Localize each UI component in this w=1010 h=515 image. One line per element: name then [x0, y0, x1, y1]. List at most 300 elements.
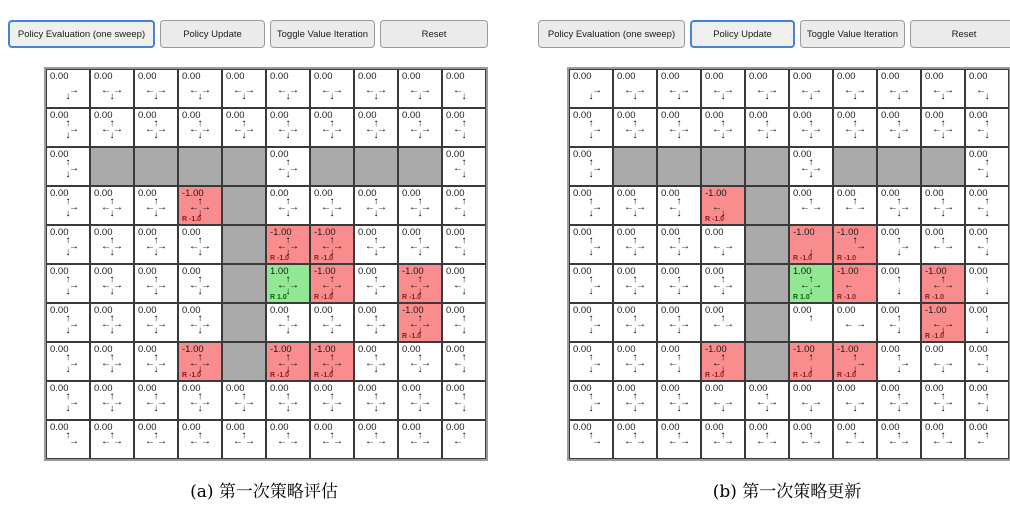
state-value: 0.00	[573, 383, 592, 394]
grid-cell-r0c7[interactable]	[877, 69, 921, 108]
grid-cell-r3c9[interactable]	[965, 186, 1009, 225]
arrow-down-icon: ↓	[65, 207, 71, 219]
arrow-down-icon: ↓	[417, 246, 423, 258]
state-value: 0.00	[358, 227, 377, 238]
grid-cell-r3c7[interactable]	[354, 186, 398, 225]
state-value: 0.00	[837, 305, 856, 316]
arrow-right-icon: →	[113, 279, 123, 291]
grid-cell-r9c7[interactable]	[354, 420, 398, 459]
grid-cell-r1c6[interactable]	[833, 108, 877, 147]
policy-arrows	[145, 312, 167, 336]
policy-update-button[interactable]: Policy Update	[160, 20, 265, 48]
arrow-down-icon: ↓	[896, 90, 902, 102]
arrow-up-icon: ↑	[65, 312, 71, 324]
grid-cell-r5c6[interactable]	[833, 264, 877, 303]
grid-cell-r1c6[interactable]	[310, 108, 354, 147]
arrow-right-icon: →	[856, 240, 866, 252]
reset-button[interactable]: Reset	[910, 20, 1010, 48]
grid-cell-r0c8[interactable]	[921, 69, 965, 108]
grid-cell-r4c5[interactable]	[266, 225, 310, 264]
grid-cell-r8c2[interactable]	[657, 381, 701, 420]
grid-cell-r9c0[interactable]	[46, 420, 90, 459]
grid-cell-r6c6[interactable]	[310, 303, 354, 342]
state-value: 0.00	[881, 71, 900, 82]
grid-cell-r3c1[interactable]	[613, 186, 657, 225]
grid-cell-r5c4	[222, 264, 266, 303]
grid-cell-r3c2[interactable]	[134, 186, 178, 225]
state-value: 0.00	[881, 110, 900, 121]
arrow-right-icon: →	[333, 318, 343, 330]
state-value: 0.00	[358, 305, 377, 316]
grid-cell-r4c9[interactable]	[442, 225, 486, 264]
grid-cell-r8c4[interactable]	[745, 381, 789, 420]
arrow-up-icon: ↑	[65, 273, 71, 285]
grid-cell-r0c2[interactable]	[657, 69, 701, 108]
state-value: 0.00	[705, 305, 724, 316]
grid-cell-r6c7[interactable]	[354, 303, 398, 342]
state-value: 0.00	[617, 227, 636, 238]
arrow-left-icon: ←	[932, 84, 942, 96]
grid-cell-r5c2[interactable]	[134, 264, 178, 303]
grid-cell-r3c3[interactable]	[701, 186, 745, 225]
policy-arrows	[624, 117, 646, 141]
grid-cell-r1c8[interactable]	[921, 108, 965, 147]
policy-arrows	[233, 390, 255, 414]
policy-arrows	[932, 117, 954, 141]
grid-cell-r7c9[interactable]	[442, 342, 486, 381]
state-value: 0.00	[793, 71, 812, 82]
policy-arrows	[844, 429, 866, 449]
grid-cell-r0c3[interactable]	[701, 69, 745, 108]
grid-cell-r5c5[interactable]	[266, 264, 310, 303]
grid-cell-r9c3[interactable]	[178, 420, 222, 459]
grid-cell-r8c3[interactable]	[701, 381, 745, 420]
grid-cell-r1c1[interactable]	[90, 108, 134, 147]
grid-cell-r1c2[interactable]	[657, 108, 701, 147]
arrow-up-icon: ↑	[373, 312, 379, 324]
policy-update-button[interactable]: Policy Update	[690, 20, 795, 48]
grid-cell-r1c4[interactable]	[745, 108, 789, 147]
grid-cell-r4c1[interactable]	[613, 225, 657, 264]
grid-cell-r8c8[interactable]	[921, 381, 965, 420]
grid-cell-r3c1[interactable]	[90, 186, 134, 225]
grid-cell-r9c9[interactable]	[442, 420, 486, 459]
policy-update-panel	[538, 20, 1010, 502]
grid-cell-r0c6[interactable]	[310, 69, 354, 108]
arrow-up-icon: ↑	[940, 117, 946, 129]
state-value: 0.00	[446, 344, 465, 355]
grid-cell-r3c5[interactable]	[266, 186, 310, 225]
grid-cell-r3c3[interactable]	[178, 186, 222, 225]
grid-cell-r5c1[interactable]	[90, 264, 134, 303]
grid-cell-r1c9[interactable]	[442, 108, 486, 147]
arrow-left-icon: ←	[365, 201, 375, 213]
reward-label: R -1.0	[270, 372, 290, 379]
grid-cell-r3c6[interactable]	[310, 186, 354, 225]
grid-cell-r0c9[interactable]	[965, 69, 1009, 108]
grid-cell-r9c9[interactable]	[965, 420, 1009, 459]
grid-cell-r7c0[interactable]	[46, 342, 90, 381]
grid-cell-r0c8[interactable]	[398, 69, 442, 108]
toolbar	[8, 20, 488, 48]
grid-cell-r9c1[interactable]	[613, 420, 657, 459]
grid-cell-r5c3[interactable]	[178, 264, 222, 303]
grid-cell-r0c4[interactable]	[222, 69, 266, 108]
grid-cell-r3c9[interactable]	[442, 186, 486, 225]
arrow-left-icon: ←	[321, 357, 331, 369]
grid-cell-r6c9[interactable]	[965, 303, 1009, 342]
grid-cell-r5c8[interactable]	[921, 264, 965, 303]
arrow-right-icon: →	[113, 201, 123, 213]
policy-arrows	[453, 195, 471, 219]
grid-cell-r6c8[interactable]	[398, 303, 442, 342]
grid-cell-r6c8[interactable]	[921, 303, 965, 342]
arrow-down-icon: ↓	[109, 129, 115, 141]
grid-cell-r8c6[interactable]	[833, 381, 877, 420]
grid-cell-r7c5[interactable]	[789, 342, 833, 381]
grid-cell-r8c9[interactable]	[965, 381, 1009, 420]
grid-cell-r8c8[interactable]	[398, 381, 442, 420]
arrow-up-icon: ↑	[588, 195, 594, 207]
arrow-right-icon: →	[157, 318, 167, 330]
grid-cell-r2c9[interactable]	[442, 147, 486, 186]
arrow-up-icon: ↑	[329, 351, 335, 363]
grid-cell-r9c8[interactable]	[921, 420, 965, 459]
state-value: 0.00	[270, 149, 289, 160]
grid-cell-r0c7[interactable]	[354, 69, 398, 108]
grid-cell-r7c6[interactable]	[310, 342, 354, 381]
grid-cell-r8c0[interactable]	[46, 381, 90, 420]
grid-cell-r6c0[interactable]	[46, 303, 90, 342]
grid-cell-r9c1[interactable]	[90, 420, 134, 459]
arrow-up-icon: ↑	[285, 273, 291, 285]
state-value: 0.00	[270, 305, 289, 316]
grid-cell-r0c5[interactable]	[789, 69, 833, 108]
policy-arrows	[365, 312, 387, 336]
arrow-left-icon: ←	[409, 435, 419, 447]
grid-cell-r8c1[interactable]	[613, 381, 657, 420]
grid-cell-r5c2[interactable]	[657, 264, 701, 303]
grid-cell-r5c7[interactable]	[354, 264, 398, 303]
grid-cell-r7c2[interactable]	[134, 342, 178, 381]
grid-cell-r8c5[interactable]	[266, 381, 310, 420]
toggle-value-iteration-button[interactable]: Toggle Value Iteration	[800, 20, 905, 48]
grid-cell-r2c0[interactable]	[46, 147, 90, 186]
grid-cell-r4c0[interactable]	[46, 225, 90, 264]
grid-cell-r6c5[interactable]	[789, 303, 833, 342]
grid-cell-r1c9[interactable]	[965, 108, 1009, 147]
grid-cell-r1c2[interactable]	[134, 108, 178, 147]
arrow-right-icon: →	[421, 123, 431, 135]
grid-cell-r5c5[interactable]	[789, 264, 833, 303]
grid-cell-r4c2[interactable]	[134, 225, 178, 264]
grid-cell-r0c6[interactable]	[833, 69, 877, 108]
grid-cell-r5c9[interactable]	[442, 264, 486, 303]
arrow-up-icon: ↑	[632, 312, 638, 324]
policy-arrows	[888, 312, 906, 336]
grid-cell-r3c0[interactable]	[46, 186, 90, 225]
state-value: 0.00	[94, 422, 113, 433]
arrow-down-icon: ↓	[764, 402, 770, 414]
grid-cell-r1c5[interactable]	[789, 108, 833, 147]
policy-arrows	[409, 429, 431, 449]
grid-cell-r9c4[interactable]	[222, 420, 266, 459]
grid-cell-r8c3[interactable]	[178, 381, 222, 420]
grid-cell-r0c5[interactable]	[266, 69, 310, 108]
grid-cell-r1c3[interactable]	[701, 108, 745, 147]
arrow-down-icon: ↓	[720, 402, 726, 414]
arrow-left-icon: ←	[321, 279, 331, 291]
grid-cell-r4c6[interactable]	[310, 225, 354, 264]
grid-cell-r4c3[interactable]	[178, 225, 222, 264]
policy-arrows	[101, 429, 123, 449]
grid-cell-r8c6[interactable]	[310, 381, 354, 420]
grid-cell-r7c7[interactable]	[877, 342, 921, 381]
grid-cell-r2c9[interactable]	[965, 147, 1009, 186]
arrow-left-icon: ←	[101, 123, 111, 135]
grid-cell-r7c9[interactable]	[965, 342, 1009, 381]
grid-cell-r3c7[interactable]	[877, 186, 921, 225]
toolbar	[538, 20, 1010, 48]
grid-cell-r0c2[interactable]	[134, 69, 178, 108]
grid-cell-r9c6[interactable]	[833, 420, 877, 459]
state-value: 0.00	[446, 383, 465, 394]
grid-cell-r5c1[interactable]	[613, 264, 657, 303]
grid-cell-r7c5[interactable]	[266, 342, 310, 381]
grid-cell-r0c0[interactable]	[569, 69, 613, 108]
grid-cell-r5c6[interactable]	[310, 264, 354, 303]
grid-cell-r0c9[interactable]	[442, 69, 486, 108]
grid-cell-r6c6[interactable]	[833, 303, 877, 342]
grid-cell-r8c9[interactable]	[442, 381, 486, 420]
arrow-left-icon: ←	[453, 279, 463, 291]
grid-cell-r6c7[interactable]	[877, 303, 921, 342]
arrow-right-icon: →	[69, 123, 79, 135]
state-value: 0.00	[138, 422, 157, 433]
arrow-left-icon: ←	[277, 201, 287, 213]
grid-cell-r8c2[interactable]	[134, 381, 178, 420]
grid-cell-r8c7[interactable]	[877, 381, 921, 420]
grid-cell-r9c8[interactable]	[398, 420, 442, 459]
arrow-left-icon: ←	[624, 279, 634, 291]
grid-cell-r4c5[interactable]	[789, 225, 833, 264]
arrow-left-icon: ←	[844, 279, 854, 291]
grid-cell-r4c7[interactable]	[354, 225, 398, 264]
grid-cell-r4c3[interactable]	[701, 225, 745, 264]
grid-cell-r8c0[interactable]	[569, 381, 613, 420]
arrow-right-icon: →	[680, 435, 690, 447]
grid-cell-r8c4[interactable]	[222, 381, 266, 420]
arrow-left-icon: ←	[365, 435, 375, 447]
grid-cell-r8c5[interactable]	[789, 381, 833, 420]
arrow-down-icon: ↓	[109, 324, 115, 336]
arrow-left-icon: ←	[409, 240, 419, 252]
grid-cell-r6c3[interactable]	[701, 303, 745, 342]
grid-cell-r1c4[interactable]	[222, 108, 266, 147]
grid-cell-r7c8[interactable]	[921, 342, 965, 381]
arrow-up-icon: ↑	[417, 390, 423, 402]
grid-cell-r4c7[interactable]	[877, 225, 921, 264]
grid-cell-r7c6[interactable]	[833, 342, 877, 381]
grid-cell-r4c8[interactable]	[921, 225, 965, 264]
grid-cell-r9c7[interactable]	[877, 420, 921, 459]
arrow-left-icon: ←	[668, 318, 678, 330]
grid-cell-r6c2[interactable]	[657, 303, 701, 342]
grid-cell-r4c8[interactable]	[398, 225, 442, 264]
state-value: 0.00	[138, 188, 157, 199]
state-value: 0.00	[969, 227, 988, 238]
grid-cell-r3c8[interactable]	[398, 186, 442, 225]
arrow-right-icon: →	[157, 240, 167, 252]
grid-cell-r1c1[interactable]	[613, 108, 657, 147]
policy-arrows	[365, 84, 387, 102]
grid-cell-r3c8[interactable]	[921, 186, 965, 225]
grid-cell-r7c7[interactable]	[354, 342, 398, 381]
grid-cell-r7c3[interactable]	[178, 342, 222, 381]
grid-cell-r6c1[interactable]	[90, 303, 134, 342]
arrow-right-icon: →	[944, 201, 954, 213]
state-value: 0.00	[50, 305, 69, 316]
grid-cell-r0c4[interactable]	[745, 69, 789, 108]
arrow-up-icon: ↑	[632, 390, 638, 402]
arrow-left-icon: ←	[453, 357, 463, 369]
policy-arrows	[888, 390, 910, 414]
state-value: 0.00	[969, 422, 988, 433]
grid-cell-r1c5[interactable]	[266, 108, 310, 147]
grid-cell-r5c8[interactable]	[398, 264, 442, 303]
grid-cell-r3c0[interactable]	[569, 186, 613, 225]
state-value: 0.00	[617, 188, 636, 199]
grid-cell-r7c8[interactable]	[398, 342, 442, 381]
grid-cell-r7c3[interactable]	[701, 342, 745, 381]
state-value: 0.00	[793, 188, 812, 199]
grid-cell-r9c5[interactable]	[789, 420, 833, 459]
arrow-up-icon: ↑	[153, 351, 159, 363]
grid-cell-r9c2[interactable]	[134, 420, 178, 459]
arrow-up-icon: ↑	[241, 390, 247, 402]
grid-cell-r9c2[interactable]	[657, 420, 701, 459]
policy-arrows	[277, 156, 299, 180]
arrow-right-icon: →	[157, 435, 167, 447]
arrow-down-icon: ↓	[632, 285, 638, 297]
arrow-up-icon: ↑	[984, 312, 990, 324]
grid-cell-r2c5[interactable]	[789, 147, 833, 186]
grid-cell-r3c5[interactable]	[789, 186, 833, 225]
grid-cell-r9c5[interactable]	[266, 420, 310, 459]
grid-cell-r6c9[interactable]	[442, 303, 486, 342]
arrow-left-icon: ←	[976, 162, 986, 174]
grid-cell-r8c7[interactable]	[354, 381, 398, 420]
arrow-down-icon: ↓	[285, 402, 291, 414]
state-value: 0.00	[50, 149, 69, 160]
grid-cell-r4c2[interactable]	[657, 225, 701, 264]
grid-cell-r4c0[interactable]	[569, 225, 613, 264]
grid-cell-r9c0[interactable]	[569, 420, 613, 459]
arrow-left-icon: ←	[712, 123, 722, 135]
arrow-up-icon: ↑	[984, 195, 990, 207]
reward-label: R -1.0	[793, 255, 813, 262]
arrow-down-icon: ↓	[461, 246, 467, 258]
arrow-up-icon: ↑	[896, 195, 902, 207]
reset-button[interactable]: Reset	[380, 20, 488, 48]
grid-cell-r0c1[interactable]	[90, 69, 134, 108]
grid-cell-r1c8[interactable]	[398, 108, 442, 147]
policy-evaluation-button[interactable]: Policy Evaluation (one sweep)	[8, 20, 155, 48]
grid-cell-r1c0[interactable]	[46, 108, 90, 147]
policy-arrows	[189, 84, 211, 102]
policy-arrows	[321, 234, 343, 258]
grid-cell-r4c6[interactable]	[833, 225, 877, 264]
arrow-down-icon: ↓	[808, 129, 814, 141]
grid-cell-r6c2[interactable]	[134, 303, 178, 342]
state-value: 0.00	[969, 383, 988, 394]
policy-arrows	[453, 390, 471, 414]
grid-cell-r5c0[interactable]	[46, 264, 90, 303]
policy-arrows	[756, 390, 778, 414]
grid-cell-r1c3[interactable]	[178, 108, 222, 147]
grid-cell-r6c0[interactable]	[569, 303, 613, 342]
arrow-up-icon: ↑	[896, 117, 902, 129]
grid-cell-r6c5[interactable]	[266, 303, 310, 342]
arrow-up-icon: ↑	[461, 390, 467, 402]
grid-cell-r1c7[interactable]	[877, 108, 921, 147]
grid-cell-r4c1[interactable]	[90, 225, 134, 264]
grid-cell-r0c3[interactable]	[178, 69, 222, 108]
grid-cell-r7c2[interactable]	[657, 342, 701, 381]
grid-cell-r0c1[interactable]	[613, 69, 657, 108]
policy-evaluation-button[interactable]: Policy Evaluation (one sweep)	[538, 20, 685, 48]
arrow-up-icon: ↑	[676, 390, 682, 402]
grid-cell-r5c9[interactable]	[965, 264, 1009, 303]
arrow-left-icon: ←	[145, 123, 155, 135]
arrow-down-icon: ↓	[153, 207, 159, 219]
arrow-left-icon: ←	[277, 240, 287, 252]
grid-cell-r9c4[interactable]	[745, 420, 789, 459]
policy-arrows	[668, 273, 690, 297]
grid-cell-r8c1[interactable]	[90, 381, 134, 420]
toggle-value-iteration-button[interactable]: Toggle Value Iteration	[270, 20, 375, 48]
grid-cell-r2c0[interactable]	[569, 147, 613, 186]
policy-arrows	[321, 312, 343, 336]
grid-cell-r1c7[interactable]	[354, 108, 398, 147]
policy-arrows	[61, 351, 79, 375]
arrow-down-icon: ↓	[588, 285, 594, 297]
arrow-down-icon: ↓	[285, 90, 291, 102]
arrow-right-icon: →	[157, 123, 167, 135]
grid-cell-r6c1[interactable]	[613, 303, 657, 342]
grid-cell-r3c2[interactable]	[657, 186, 701, 225]
arrow-up-icon: ↑	[588, 390, 594, 402]
arrow-down-icon: ↓	[417, 207, 423, 219]
grid-cell-r6c3[interactable]	[178, 303, 222, 342]
grid-cell-r9c3[interactable]	[701, 420, 745, 459]
grid-cell-r4c9[interactable]	[965, 225, 1009, 264]
grid-cell-r7c1[interactable]	[613, 342, 657, 381]
arrow-right-icon: →	[333, 201, 343, 213]
grid-cell-r1c0[interactable]	[569, 108, 613, 147]
grid-cell-r5c3[interactable]	[701, 264, 745, 303]
grid-cell-r7c1[interactable]	[90, 342, 134, 381]
grid-cell-r3c6[interactable]	[833, 186, 877, 225]
arrow-left-icon: ←	[409, 123, 419, 135]
grid-cell-r0c0[interactable]	[46, 69, 90, 108]
grid-cell-r2c5[interactable]	[266, 147, 310, 186]
reward-label: R -1.0	[402, 294, 422, 301]
grid-cell-r5c7[interactable]	[877, 264, 921, 303]
grid-cell-r9c6[interactable]	[310, 420, 354, 459]
grid-cell-r7c0[interactable]	[569, 342, 613, 381]
grid-cell-r5c0[interactable]	[569, 264, 613, 303]
